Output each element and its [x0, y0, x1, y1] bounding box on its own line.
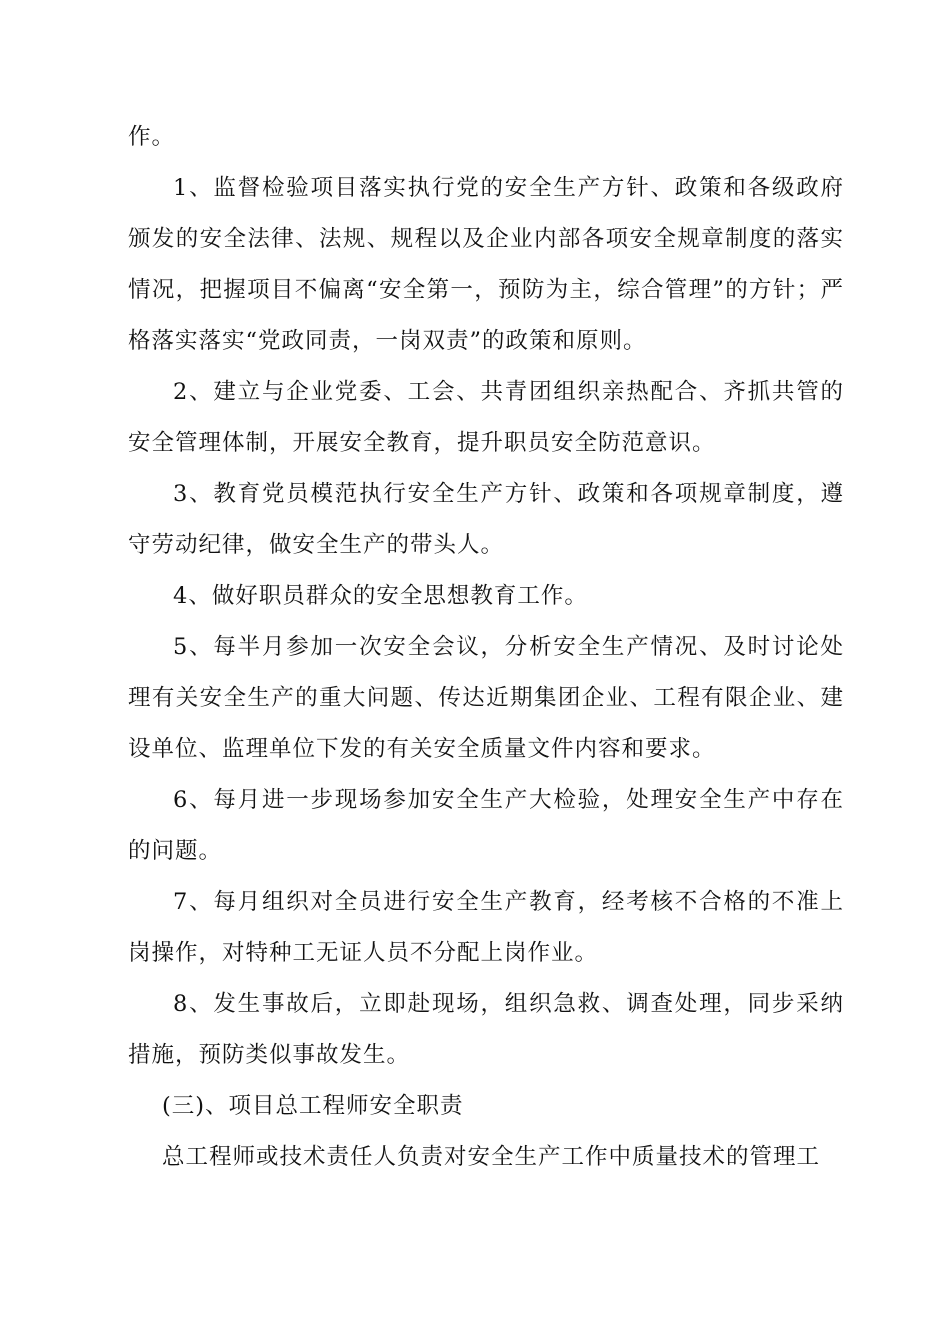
paragraph-item-3: 3、教育党员模范执行安全生产方针、政策和各项规章制度，遵守劳动纪律，做安全生产的带头人。 — [128, 481, 844, 558]
paragraph-item-5: 5、每半月参加一次安全会议，分析安全生产情况、及时讨论处理有关安全生产的重大问题、传达近期集团企业、工程有限企业、建设单位、监理单位下发的有关安全质量文件内容和要求。 — [128, 634, 844, 762]
paragraph-item-7: 7、每月组织对全员进行安全生产教育，经考核不合格的不准上岗操作，对特种工无证人员不分配上岗作业。 — [128, 889, 844, 966]
paragraph-item-4: 4、做好职员群众的安全思想教育工作。 — [173, 583, 588, 609]
section-heading: (三)、项目总工程师安全职责 — [162, 1093, 464, 1119]
paragraph-item-2: 2、建立与企业党委、工会、共青团组织亲热配合、齐抓共管的安全管理体制，开展安全教育，提升职员安全防范意识。 — [128, 379, 844, 456]
paragraph-continuation: 作。 — [128, 124, 176, 150]
paragraph-section-intro: 总工程师或技术责任人负责对安全生产工作中质量技术的管理工 — [162, 1144, 821, 1170]
document-body — [128, 112, 844, 1183]
paragraph-item-1: 1、监督检验项目落实执行党的安全生产方针、政策和各级政府颁发的安全法律、法规、规程以及企业内部各项安全规章制度的落实情况，把握项目不偏离“安全第一，预防为主，综合管理”的方针；严格落实落实“党政同责，一岗双责”的政策和原则。 — [128, 175, 844, 354]
paragraph-item-6: 6、每月进一步现场参加安全生产大检验，处理安全生产中存在的问题。 — [128, 787, 844, 864]
paragraph-item-8: 8、发生事故后，立即赴现场，组织急救、调查处理，同步采纳措施，预防类似事故发生。 — [128, 991, 844, 1068]
